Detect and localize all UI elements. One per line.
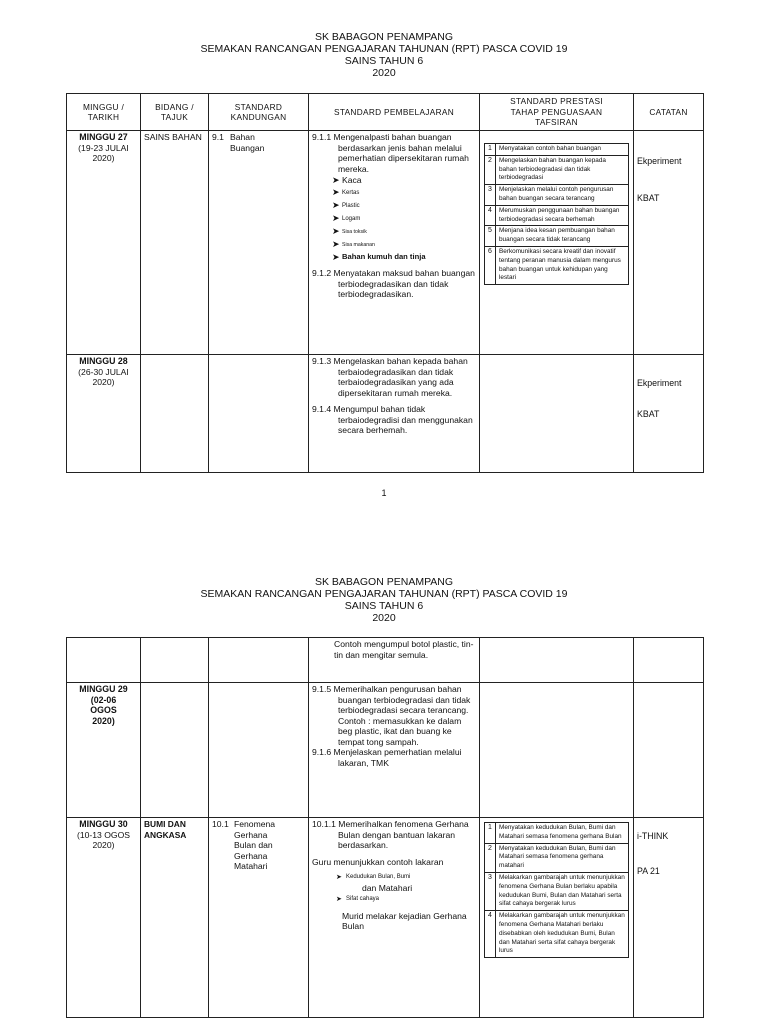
spr-cell — [480, 131, 634, 355]
week-cell — [67, 638, 141, 683]
page-number: 1 — [381, 488, 387, 498]
arrow-icon: ➤ — [336, 895, 342, 903]
bidang-cell: SAINS BAHAN — [141, 131, 209, 355]
list-item: ➤ Sisa makanan — [332, 238, 375, 249]
sk-cell: 10.1 Fenomena Gerhana Bulan dan Gerhana Matahari — [209, 818, 309, 1018]
school-name: SK BABAGON PENAMPANG — [314, 576, 454, 588]
bidang-cell — [141, 638, 209, 683]
arrow-icon: ➤ — [332, 186, 340, 197]
document-title: SEMAKAN RANCANGAN PENGAJARAN TAHUNAN (RPT) PASCA COVID 19 — [200, 588, 568, 600]
col-sk-header: STANDARD KANDUNGAN — [209, 94, 309, 131]
sp-cell: 9.1.1 Mengenalpasti bahan buangan berdasarkan jenis bahan melalui pemerhatian dipersekitaran rumah mereka. ➤ Kaca ➤ Kertas ➤ Plastic ➤ Logam ➤ Sisa toksik ➤ Sisa makanan ➤ Bahan kumuh dan tinja 9.1.2 Menyatakan maksud bahan buangan terbiodegradasikan dan tidak terbiodegradasikan. — [309, 131, 480, 355]
sk-cell: 9.1 Bahan Buangan — [209, 131, 309, 355]
catatan-cell: i-THINK PA 21 — [634, 818, 704, 1018]
subject-label: SAINS TAHUN 6 — [344, 600, 424, 612]
week-cell: MINGGU 29 (02-06 OGOS 2020) — [67, 683, 141, 818]
rpt-table-page2 — [66, 637, 704, 1018]
list-item: ➤ Sifat cahaya — [336, 895, 380, 903]
spr-cell — [480, 355, 634, 473]
arrow-icon: ➤ — [332, 251, 340, 262]
week-cell: MINGGU 30 (10-13 OGOS 2020) — [67, 818, 141, 1018]
bidang-cell — [141, 683, 209, 818]
spr-cell — [480, 683, 634, 818]
arrow-icon: ➤ — [332, 225, 340, 236]
sk-cell — [209, 638, 309, 683]
school-name: SK BABAGON PENAMPANG — [314, 31, 454, 43]
arrow-icon: ➤ — [332, 238, 340, 249]
list-item: ➤ Kaca — [332, 175, 362, 185]
bidang-cell: BUMI DAN ANGKASA — [141, 818, 209, 1018]
performance-levels: 1 Menyatakan contoh bahan buangan 2 Mengelaskan bahan buangan kepada bahan terbiodegradasi dan tidak terbiodegradasi 3 Menjelaskan melalui contoh pengurusan bahan buangan secara terancang 4 Merumuskan penggunaan bahan buangan terbiodegradasi secara berhemah 5 Menjana idea kesan pembuangan bahan buangan secara tidak terancang 6 Berkomunikasi secara kreatif dan inovatif tentang peranan manusia dalam mengurus bahan buangan untuk kehidupan yang lestari — [484, 143, 629, 285]
year-label: 2020 — [372, 67, 396, 79]
page2-header — [0, 576, 768, 624]
year-label: 2020 — [372, 612, 396, 624]
arrow-icon: ➤ — [332, 199, 340, 210]
catatan-cell: Ekperiment KBAT — [634, 355, 704, 473]
page1-header — [0, 31, 768, 79]
sp-cell: Contoh mengumpul botol plastic, tin-tin dan mengitar semula. — [309, 638, 480, 683]
week-cell: MINGGU 27 (19-23 JULAI 2020) — [67, 131, 141, 355]
list-item: ➤ Sisa toksik — [332, 225, 367, 236]
col-spr-header: STANDARD PRESTASI TAHAP PENGUASAAN TAFSIRAN — [480, 94, 634, 131]
sp-cell: 10.1.1 Memerihalkan fenomena Gerhana Bulan dengan bantuan lakaran berdasarkan. Guru menunjukkan contoh lakaran ➤ Kedudukan Bulan, Bumi dan Matahari ➤ Sifat cahaya Murid melakar kejadian Gerhana Bulan — [309, 818, 480, 1018]
document-title: SEMAKAN RANCANGAN PENGAJARAN TAHUNAN (RPT) PASCA COVID 19 — [200, 43, 568, 55]
arrow-icon: ➤ — [332, 175, 340, 185]
list-item: ➤ Logam — [332, 212, 361, 223]
week-cell: MINGGU 28 (26-30 JULAI 2020) — [67, 355, 141, 473]
catatan-cell — [634, 638, 704, 683]
list-item: ➤ Plastic — [332, 199, 360, 210]
rpt-table-page1 — [66, 93, 704, 473]
bidang-cell — [141, 355, 209, 473]
list-item: ➤ Kertas — [332, 186, 360, 197]
col-bidang-header: BIDANG / TAJUK — [141, 94, 209, 131]
col-sp-header: STANDARD PEMBELAJARAN — [309, 94, 480, 131]
arrow-icon: ➤ — [336, 874, 342, 881]
sp-cell: 9.1.5 Memerihalkan pengurusan bahan buangan terbiodegradasi dan tidak terbiodegradasi secara terancang. Contoh : memasukkan ke dalam beg plastic, ikat dan buang ke tempat tong sampah. 9.1.6 Menjelaskan pemerhatian melalui lakaran, TMK — [309, 683, 480, 818]
list-item: ➤ Bahan kumuh dan tinja — [332, 251, 426, 262]
catatan-cell: Ekperiment KBAT — [634, 131, 704, 355]
sp-cell: 9.1.3 Mengelaskan bahan kepada bahan terbaiodegradasikan dan tidak terbaiodegradasikan yang ada dipersekitaran rumah mereka. 9.1.4 Mengumpul bahan tidak terbaiodegradisi dan menggunakan secara berhemah. — [309, 355, 480, 473]
spr-cell — [480, 818, 634, 1018]
subject-label: SAINS TAHUN 6 — [344, 55, 424, 67]
sk-cell — [209, 683, 309, 818]
catatan-cell — [634, 683, 704, 818]
spr-cell — [480, 638, 634, 683]
list-item: ➤ Kedudukan Bulan, Bumi — [336, 874, 411, 881]
col-minggu-header: MINGGU / TARIKH — [67, 94, 141, 131]
sk-cell — [209, 355, 309, 473]
arrow-icon: ➤ — [332, 212, 340, 223]
performance-levels: 1 Menyatakan kedudukan Bulan, Bumi dan Matahari semasa fenomena gerhana Bulan 2 Menyatakan kedudukan Bulan, Bumi dan Matahari semasa fenomena gerhana matahari 3 Melakarkan gambarajah untuk menunjukkan fenomena Gerhana Bulan berlaku apabila kedudukan Bumi, Bulan dan Matahari serta sifat cahaya bergerak lurus 4 Melakarkan gambarajah untuk menunjukkan fenomena Gerhana Matahari berlaku disebabkan oleh kedudukan Bumi, Bulan dan Matahari serta sifat cahaya bergerak lurus — [484, 822, 629, 958]
col-catatan-header: CATATAN — [634, 94, 704, 131]
